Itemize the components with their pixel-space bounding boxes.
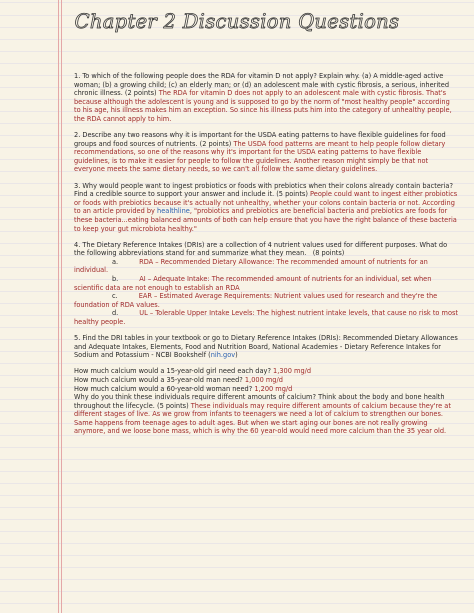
question-5-text-end: ) bbox=[235, 351, 238, 360]
question-2-answer: The USDA food patterns are meant to help people follow dietary recommendations, so one of the reasons why it's important for the USDA eating patterns to have flexible guidelines, is to make it easier for people to follow the guidelines. Another reason might simply be that not everyone meets the same dietary needs, so we can't all follow the same dietary guidelines. bbox=[74, 139, 446, 174]
calcium-question: How much calcium would a 35-year-old man need? bbox=[74, 375, 243, 384]
dri-item-text: EAR – Estimated Average Requirements: Nutrient values used for research and they're the foundation of RDA values. bbox=[74, 292, 438, 309]
calcium-question: How much calcium would a 15-year-old girl need each day? bbox=[74, 367, 271, 376]
calcium-questions bbox=[74, 367, 458, 436]
question-1-text: 1. To which of the following people does the RDA for vitamin D not apply? Explain why. (a) A middle-aged active woman; (b) a growing child; (c) an elderly man; or (d) an adolescent male with cystic fibrosis, a serious, inherited chronic illness. (2 points) bbox=[74, 72, 450, 98]
calcium-question: How much calcium would a 60-year-old woman need? bbox=[74, 384, 253, 393]
calcium-answer: 1,300 mg/d bbox=[270, 367, 312, 376]
question-2-text: 2. Describe any two reasons why it is important for the USDA eating patterns to have flexible guidelines for food groups and food sources of nutrients. (2 points) bbox=[74, 131, 446, 148]
calcium-why bbox=[74, 393, 458, 436]
dri-item bbox=[74, 275, 458, 292]
question-1 bbox=[74, 72, 458, 124]
calcium-item bbox=[74, 385, 458, 394]
question-3-answer-start: People could want to ingest either probiotics or foods with prebiotics because it's actually not unhealthy, whether your colons contain bacteria or not. According to an article provided by bbox=[74, 190, 458, 216]
calcium-answer: 1,000 mg/d bbox=[242, 375, 283, 384]
margin-line bbox=[58, 0, 59, 613]
dri-item-letter: a. bbox=[112, 257, 119, 266]
question-4-points: (8 points) bbox=[312, 249, 345, 258]
question-5-text: 5. Find the DRI tables in your textbook or go to Dietary Reference Intakes (DRIs): Recommended Dietary Allowances and Adequate Intakes, Elements, Food and Nutrition Board, National Academies - Dietary Reference Intakes for Sodium and Potassium - NCBI Bookshelf ( bbox=[74, 334, 458, 360]
question-3 bbox=[74, 182, 458, 234]
question-5 bbox=[74, 334, 458, 360]
question-4-text: 4. The Dietary Reference Intakes (DRIs) are a collection of 4 nutrient values used for different purposes. What do the following abbreviations stand for and summarize what they mean. bbox=[74, 240, 448, 258]
question-3-text: 3. Why would people want to ingest probiotics or foods with prebiotics when their colons already contain bacteria? Find a credible source to support your answer and include it. (5 points) bbox=[74, 181, 453, 199]
calcium-item bbox=[74, 367, 458, 376]
dri-item bbox=[74, 292, 458, 309]
question-4 bbox=[74, 241, 458, 327]
nih-link[interactable]: nih.gov bbox=[210, 351, 236, 360]
calcium-why-answer: These individuals may require different amounts of calcium because they're at different stages of live. As we grow from infants to teenagers we need a lot of calcium to strengthen our bones. Same happens from teenage ages to adult ages. But when we start aging our bones are not really growing anymore, and we loose bone mass, which is why the 60 year-old would need more calcium than the 35 year old. bbox=[74, 401, 451, 436]
question-1-answer: The RDA for vitamin D does not apply to an adolescent male with cystic fibrosis. That's because although the adolescent is young and is supposed to go by the norm of "most healthy people" according to his age, his illness makes him an exception. So since his illness puts him into the category of unhealthy people, the RDA cannot apply to him. bbox=[74, 89, 452, 123]
dri-item-letter: b. bbox=[112, 274, 119, 283]
calcium-item bbox=[74, 376, 458, 385]
question-3-answer-end: , "probiotics and prebiotics are beneficial bacteria and prebiotics are foods for these bacteria...eating balanced amounts of both can help ensure that you have the right balance of these bacteria to keep your gut microbiota healthy." bbox=[74, 207, 457, 233]
dri-item-letter: c. bbox=[112, 292, 118, 301]
dri-item-text: UL – Tolerable Upper Intake Levels: The highest nutrient intake levels, that cause no risk to most healthy people. bbox=[74, 309, 459, 326]
dri-item-text: AI – Adequate Intake: The recommended amount of nutrients for an individual, set when scientific data are not enough to establish an RDA bbox=[74, 274, 432, 292]
calcium-why-question: Why do you think these individuals require different amounts of calcium? Think about the body and bone health throughout the lifecycle. (5 points) bbox=[74, 393, 445, 410]
page-title: Chapter 2 Discussion Questions bbox=[74, 10, 400, 33]
margin-line-inner bbox=[61, 0, 62, 613]
healthline-link[interactable]: healthline bbox=[157, 207, 190, 216]
dri-item-letter: d. bbox=[112, 309, 119, 318]
document-body bbox=[74, 72, 458, 444]
dri-item-text: RDA – Recommended Dietary Allowance: The recommended amount of nutrients for an individual. bbox=[74, 257, 428, 275]
dri-item bbox=[74, 309, 458, 326]
question-2 bbox=[74, 131, 458, 174]
calcium-answer: 1,200 mg/d bbox=[252, 384, 293, 393]
dri-item bbox=[74, 258, 458, 275]
